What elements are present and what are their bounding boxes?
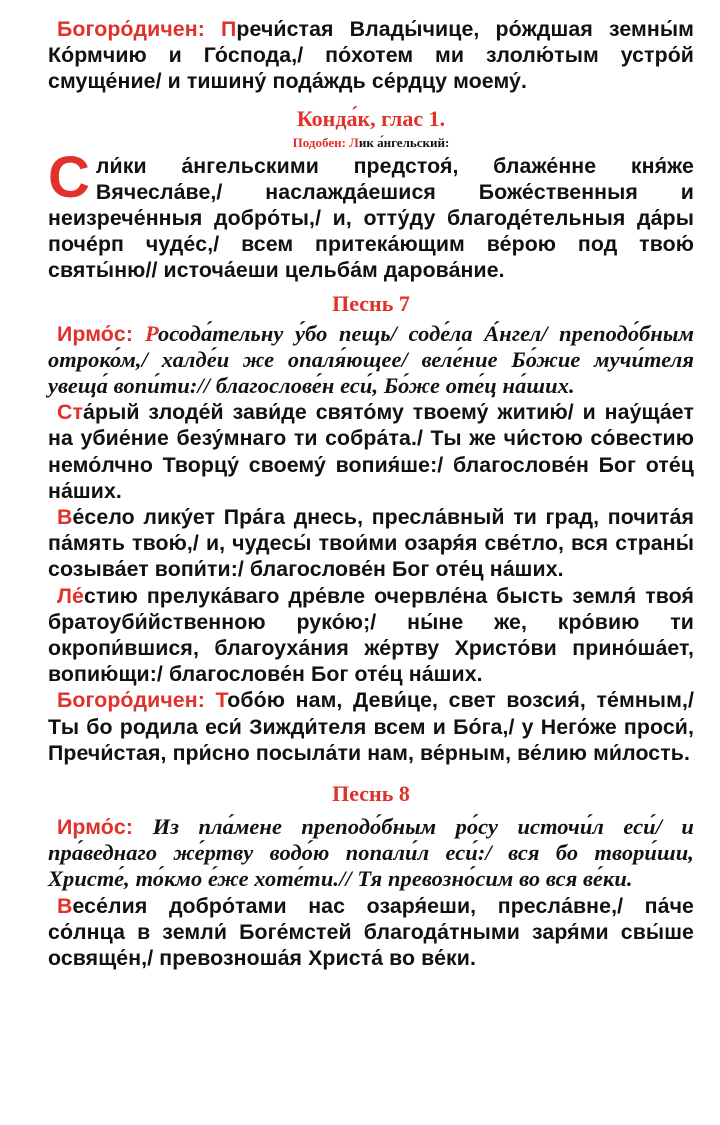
kontakion-podoben (48, 135, 694, 151)
ode8-troparion-text: есе́лия добро́тами нас озаря́еши, пресла́вне,/ па́че со́лнца в земли́ Боге́мстей благода́тными заря́ми свы́ше освяще́н,/ превознoша́я Христа́ во ве́ки. (48, 893, 694, 971)
ode8-irmos (48, 814, 694, 893)
podoben-initial: Л (349, 134, 359, 150)
ode7-troparion-2 (48, 504, 694, 583)
podoben-text: ик а́нгельский: (358, 134, 450, 150)
ode7-theotokion-initial: Т (215, 688, 228, 713)
theotokion-top (48, 16, 694, 95)
ode7-troparion-1-initial: Ст (57, 400, 84, 425)
ode7-troparion-1-text: а́рый злоде́й зави́де свято́му твоему́ житию́/ и нау́ща́ет на убие́ние безу́мнаго ти собра́та./ Ты же чи́стою со́вестию немо́лчно Творцу́ своему́ вопия́ше:/ благослове́н Бог оте́ц на́ших. (48, 400, 694, 503)
kontakion-heading: Конда́к, глас 1. (296, 105, 446, 131)
theotokion-top-text: речи́стая Влады́чице, ро́ждшая земны́м Ко́рмчию и Го́спода,/ по́хотем ми злолю́тым устро́й смуще́ние/ и тишину́ пода́ждь се́рдцу моему́. (48, 17, 694, 94)
ode7-irmos (48, 321, 694, 400)
ode8-troparion-initial: В (57, 893, 73, 918)
ode7-troparion-2-initial: В (57, 505, 73, 530)
ode8-irmos-label: Ирмо́с: (57, 815, 153, 840)
ode8-irmos-text: Из пла́мене преподо́бным ро́су источи́л еси́/ и пра́веднаго же́ртву водо́ю попали́л еси́:/ вся бо твори́ши, Христе́, то́кмо е́же хоте́ти.// Тя превозно́сим во вся ве́ки. (48, 814, 694, 892)
ode7-theotokion-text: обо́ю нам, Деви́це, свет возсия́, те́мным,/ Ты бо родила еси́ Зижди́теля всем и Бо́га,/ у Него́же проси́, Пречи́стая, при́сно посыла́ти нам, ве́рным, ве́лию ми́лость. (48, 688, 694, 765)
ode7-theotokion (48, 687, 694, 766)
ode7-troparion-1 (48, 399, 694, 504)
theotokion-top-label: Богоро́дичен: (57, 17, 221, 41)
ode7-theotokion-label: Богоро́дичен: (57, 688, 216, 713)
podoben-label: Подобен: (292, 134, 350, 150)
ode8-troparion (48, 893, 694, 972)
kontakion-body (48, 144, 694, 284)
ode7-troparion-2-text: е́село лику́ет Пра́га днесь, пресла́вный ти град, почита́я па́мять твою́,/ и, чудесы́ твои́ми озаря́я све́тло, вся страны́ созыва́ет вопи́ти:/ благослове́н Бог оте́ц на́ших. (48, 505, 694, 582)
ode7-irmos-initial: Р (145, 320, 158, 346)
ode7-heading: Песнь 7 (332, 290, 410, 316)
ode7-troparion-3-initial: Ле (57, 583, 84, 608)
kontakion-dropcap: С (48, 144, 90, 210)
ode7-irmos-text: осода́тельну у́бо пещь/ соде́ла А́нгел/ преподо́бным отроко́м,/ халде́и же опаля́ющее/ веле́ние Бо́жие мучи́теля увеща́ вопи́ти:// благослове́н еси́, Бо́же оте́ц на́ших. (48, 320, 695, 399)
ode8-heading: Песнь 8 (332, 781, 410, 807)
ode7-irmos-label: Ирмо́с: (57, 321, 145, 346)
ode7-troparion-3-text: ́стию прелука́ваго дре́вле очервле́на бысть земля́ твоя́ братоуби́йственною руко́ю;/ ны́не же, кро́вию ти окропи́вшися, благоуха́ния же́ртву Христо́ви прино́ша́ет, вопию́щи:/ благослове́н Бог оте́ц на́ших. (48, 583, 694, 687)
theotokion-top-initial: П (221, 17, 237, 41)
kontakion-text: ли́ки а́нгельскими предстоя́, блаже́нне кня́же Вячесла́ве,/ наслажда́ешися Боже́ственныя и неизрече́нныя добро́ты,/ и, отту́ду благоде́тельныя да́ры почéрп чуде́с,/ всем притека́ющим ве́рою под твою́ святы́ню// источа́еши цельба́м дарова́ние. (48, 153, 694, 283)
ode7-troparion-3 (48, 583, 694, 688)
